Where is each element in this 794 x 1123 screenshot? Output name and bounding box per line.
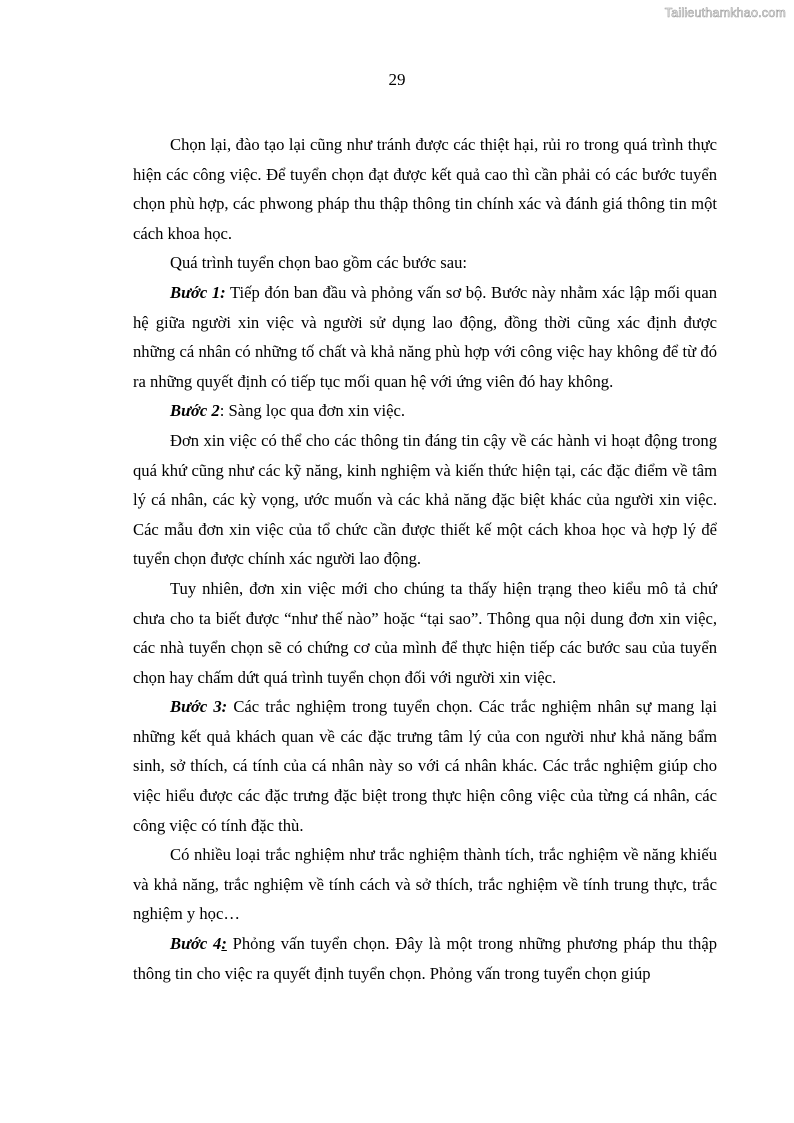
step-1-text: Tiếp đón ban đầu và phỏng vấn sơ bộ. Bước này nhằm xác lập mối quan hệ giữa người xin việc và người sử dụng lao động, đồng thời cũng xác định được những cá nhân có những tố chất và khả năng phù hợp với công việc hay không để từ đó ra những quyết định có tiếp tục mối quan hệ với ứng viên đó hay không.: [133, 282, 717, 391]
step-2-label: Bước 2: [170, 401, 220, 421]
step-4-colon: :: [221, 934, 227, 954]
paragraph-application-form: Đơn xin việc có thể cho các thông tin đáng tin cậy về các hành vi hoạt động trong quá khứ cũng như các kỹ năng, kinh nghiệm và kiến thức hiện tại, các đặc điểm về tâm lý cá nhân, các kỳ vọng, ước muốn và các khả năng đặc biệt khác của người xin việc. Các mẫu đơn xin việc của tổ chức cần được thiết kế một cách khoa học và hợp lý để tuyển chọn được chính xác người lao động.: [133, 430, 717, 569]
paragraph-intro: Chọn lại, đào tạo lại cũng như tránh được các thiệt hại, rủi ro trong quá trình thực hiện các công việc. Để tuyển chọn đạt được kết quả cao thì cần phải có các bước tuyển chọn phù hợp, các phwong pháp thu thập thông tin chính xác và đánh giá thông tin một cách khoa học.: [133, 135, 717, 243]
paragraph-step-1: [133, 278, 717, 396]
step-2-text: : Sàng lọc qua đơn xin việc.: [219, 401, 406, 421]
page-number: 29: [388, 70, 406, 89]
document-body: [133, 130, 717, 988]
step-4-text: Phỏng vấn tuyển chọn. Đây là một trong những phương pháp thu thập thông tin cho việc ra quyết định tuyển chọn. Phỏng vấn trong tuyển chọn giúp: [133, 934, 717, 983]
paragraph-step-3: [133, 692, 717, 840]
paragraph-step-2: [133, 396, 717, 426]
step-3-label: Bước 3:: [170, 697, 228, 717]
paragraph-however: Tuy nhiên, đơn xin việc mới cho chúng ta thấy hiện trạng theo kiểu mô tả chứ chưa cho ta biết được “như thế nào” hoặc “tại sao”. Thông qua nội dung đơn xin việc, các nhà tuyển chọn sẽ có chứng cơ của mình để thực hiện tiếp các bước sau của tuyển chọn hay chấm dứt quá trình tuyển chọn đối với người xin việc.: [133, 578, 717, 687]
paragraph-test-types: Có nhiều loại trắc nghiệm như trắc nghiệm thành tích, trắc nghiệm về năng khiếu và khả năng, trắc nghiệm về tính cách và sở thích, trắc nghiệm về tính trung thực, trắc nghiệm y học…: [133, 845, 717, 924]
paragraph-step-4: [133, 929, 717, 988]
step-1-label: Bước 1:: [170, 282, 226, 302]
paragraph-process: Quá trình tuyển chọn bao gồm các bước sau:: [170, 253, 468, 273]
step-3-text: Các trắc nghiệm trong tuyển chọn. Các trắc nghiệm nhân sự mang lại những kết quả khách quan về các đặc trưng tâm lý của con người như khả năng bẩm sinh, sở thích, cá tính của cá nhân này so với cá nhân khác. Các trắc nghiệm giúp cho việc hiểu được các đặc trưng đặc biệt trong thực hiện công việc của từng cá nhân, các công việc có tính đặc thù.: [133, 697, 717, 835]
step-4-label: Bước 4: [170, 934, 222, 954]
watermark: Tailieuthamkhao.com: [664, 6, 786, 20]
